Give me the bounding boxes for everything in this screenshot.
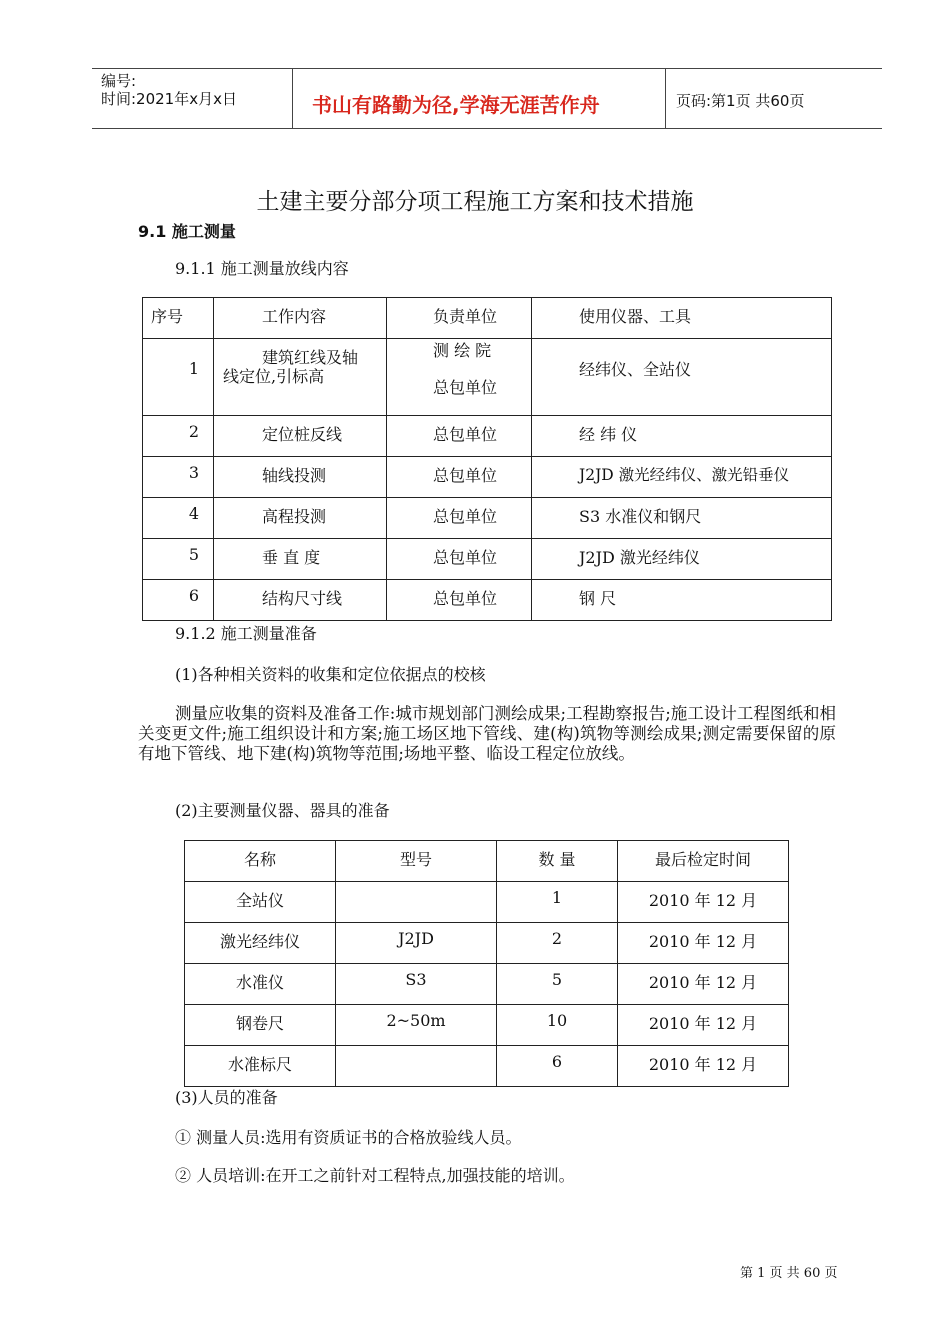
instrument: S3 水准仪和钢尺 (579, 507, 702, 526)
instrument: 钢 尺 (579, 589, 617, 608)
header-bottom-rule (92, 128, 882, 129)
instrument-name: 钢卷尺 (235, 1014, 284, 1033)
instrument-name: 水准仪 (235, 973, 284, 992)
table-header-cell: 名称 (243, 850, 276, 869)
table-header-cell: 最后检定时间 (654, 850, 751, 869)
instrument-qty: 2 (551, 929, 563, 948)
list-item-2: (2)主要测量仪器、器具的准备 (175, 801, 390, 820)
instrument-name: 水准标尺 (227, 1055, 292, 1074)
row-number: 2 (188, 422, 199, 441)
responsible-unit: 总包单位 (433, 466, 498, 485)
header-motto: 书山有路勤为径,学海无涯苦作舟 (312, 93, 600, 117)
table-header-row (185, 841, 789, 882)
table-row (185, 1005, 789, 1046)
table-header-row (143, 298, 832, 339)
work-content: 建筑红线及轴 (262, 348, 359, 367)
calibration-date: 2010 年 12 月 (648, 1014, 758, 1033)
table-row (143, 416, 832, 457)
calibration-date: 2010 年 12 月 (648, 1055, 758, 1074)
list-item-3: (3)人员的准备 (175, 1088, 278, 1107)
subsection-heading-1: 9.1.1 施工测量放线内容 (175, 259, 349, 278)
instrument-model: J2JD (398, 929, 434, 948)
instrument-model (336, 1046, 496, 1052)
table-header-cell: 序号 (151, 307, 184, 326)
table-row (143, 498, 832, 539)
instrument: J2JD 激光经纬仪 (579, 548, 700, 567)
survey-content-table (142, 297, 832, 621)
row-number: 4 (188, 504, 199, 523)
instrument-qty: 5 (551, 970, 563, 989)
responsible-unit: 总包单位 (433, 425, 498, 444)
table-row (185, 1046, 789, 1087)
row-number: 1 (188, 359, 199, 378)
table-row (143, 339, 832, 416)
instrument-name: 全站仪 (235, 891, 284, 910)
table-header-cell: 型号 (399, 850, 432, 869)
row-number: 5 (188, 545, 199, 564)
personnel-line-2: ② 人员培训:在开工之前针对工程特点,加强技能的培训。 (175, 1166, 575, 1185)
instrument-qty: 1 (551, 888, 563, 907)
work-content: 轴线投测 (262, 466, 327, 485)
table-header-cell: 数 量 (538, 850, 576, 869)
row-number: 3 (188, 463, 199, 482)
section-heading: 9.1 施工测量 (138, 222, 236, 241)
instrument: 经 纬 仪 (579, 425, 638, 444)
responsible-unit: 总包单位 (433, 507, 498, 526)
instrument-model: S3 (405, 970, 427, 989)
subsection-heading-2: 9.1.2 施工测量准备 (175, 624, 317, 643)
work-content: 高程投测 (262, 507, 327, 526)
list-item-1: (1)各种相关资料的收集和定位依据点的校核 (175, 665, 486, 684)
instrument-model (336, 882, 496, 888)
work-content: 定位桩反线 (262, 425, 343, 444)
table-row (143, 580, 832, 621)
calibration-date: 2010 年 12 月 (648, 932, 758, 951)
instrument-qty: 6 (551, 1052, 563, 1071)
table-header-cell: 使用仪器、工具 (579, 307, 692, 326)
instrument-table (184, 840, 789, 1087)
work-content: 线定位,引标高 (223, 367, 325, 386)
header-divider-right (665, 68, 666, 129)
instrument-qty: 10 (546, 1011, 568, 1030)
table-row (143, 457, 832, 498)
table-row (185, 964, 789, 1005)
responsible-unit: 测 绘 院 (433, 341, 492, 360)
work-content: 结构尺寸线 (262, 589, 343, 608)
table-row (185, 882, 789, 923)
doc-time-label: 时间:2021年x月x日 (101, 90, 237, 108)
header-page-label: 页码:第1页 共60页 (676, 92, 805, 110)
responsible-unit: 总包单位 (433, 378, 498, 397)
responsible-unit: 总包单位 (433, 548, 498, 567)
table-row (143, 539, 832, 580)
header-divider-left (292, 68, 293, 129)
instrument-name: 激光经纬仪 (219, 932, 300, 951)
calibration-date: 2010 年 12 月 (648, 973, 758, 992)
calibration-date: 2010 年 12 月 (648, 891, 758, 910)
work-content: 垂 直 度 (262, 548, 321, 567)
row-number: 6 (188, 586, 199, 605)
instrument: 经纬仪、全站仪 (579, 360, 692, 379)
doc-number-label: 编号: (101, 72, 137, 90)
table-header-cell: 负责单位 (433, 307, 498, 326)
page-title: 土建主要分部分项工程施工方案和技术措施 (256, 189, 694, 215)
table-row (185, 923, 789, 964)
instrument: J2JD 激光经纬仪、激光铅垂仪 (579, 466, 790, 484)
responsible-unit: 总包单位 (433, 589, 498, 608)
page-footer: 第 1 页 共 60 页 (740, 1266, 838, 1281)
paragraph-materials: 测量应收集的资料及准备工作:城市规划部门测绘成果;工程勘察报告;施工设计工程图纸和相关变更文件;施工组织设计和方案;施工场区地下管线、建(构)筑物等测绘成果;测定需要保留的原有地下管线、地下建(构)筑物等范围;场地平整、临设工程定位放线。 (138, 704, 836, 763)
table-header-cell: 工作内容 (262, 307, 327, 326)
instrument-model: 2~50m (386, 1011, 446, 1030)
personnel-line-1: ① 测量人员:选用有资质证书的合格放验线人员。 (175, 1128, 522, 1147)
header-top-rule (92, 68, 882, 69)
